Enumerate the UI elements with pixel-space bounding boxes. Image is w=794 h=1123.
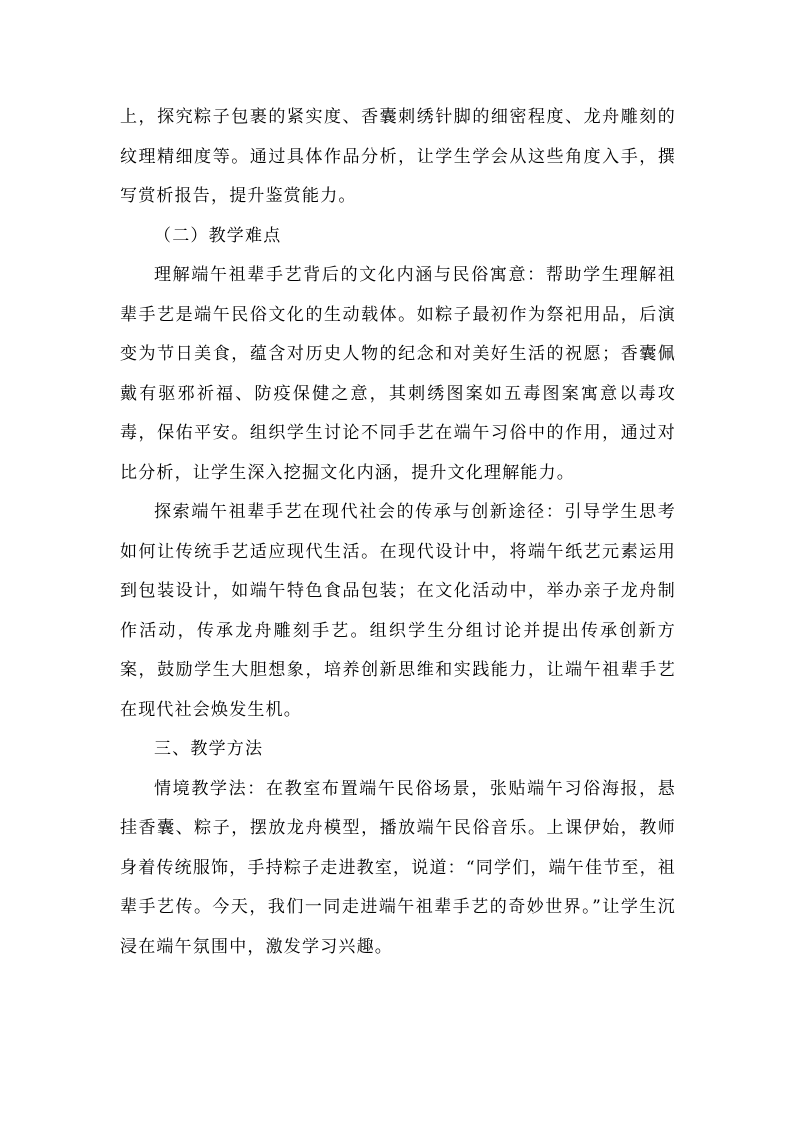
paragraph-continuation: 上，探究粽子包裹的紧实度、香囊刺绣针脚的细密程度、龙舟雕刻的纹理精细度等。通过具体作品分析，让学生学会从这些角度入手，撰写赏析报告，提升鉴赏能力。: [120, 107, 676, 206]
paragraph-situational-teaching: 情境教学法：在教室布置端午民俗场景，张贴端午习俗海报，悬挂香囊、粽子，摆放龙舟模型，播放端午民俗音乐。上课伊始，教师身着传统服饰，手持粽子走进教室，说道：“同学们，端午佳节至，祖辈手艺传。今天，我们一同走进端午祖辈手艺的奇妙世界。”让学生沉浸在端午氛围中，激发学习兴趣。: [120, 778, 676, 957]
heading-teaching-difficulties: （二）教学难点: [154, 225, 282, 246]
paragraph-inheritance-innovation: 探索端午祖辈手艺在现代社会的传承与创新途径：引导学生思考如何让传统手艺适应现代生活。在现代设计中，将端午纸艺元素运用到包装设计，如端午特色食品包装；在文化活动中，举办亲子龙舟制作活动，传承龙舟雕刻手艺。组织学生分组讨论并提出传承创新方案，鼓励学生大胆想象，培养创新思维和实践能力，让端午祖辈手艺在现代社会焕发生机。: [120, 502, 676, 720]
heading-teaching-methods: 三、教学方法: [154, 739, 264, 759]
document-body: [120, 98, 676, 967]
paragraph-cultural-meaning: 理解端午祖辈手艺背后的文化内涵与民俗寓意：帮助学生理解祖辈手艺是端午民俗文化的生动载体。如粽子最初作为祭祀用品，后演变为节日美食，蕴含对历史人物的纪念和对美好生活的祝愿；香囊佩戴有驱邪祈福、防疫保健之意，其刺绣图案如五毒图案寓意以毒攻毒，保佑平安。组织学生讨论不同手艺在端午习俗中的作用，通过对比分析，让学生深入挖掘文化内涵，提升文化理解能力。: [120, 265, 676, 483]
